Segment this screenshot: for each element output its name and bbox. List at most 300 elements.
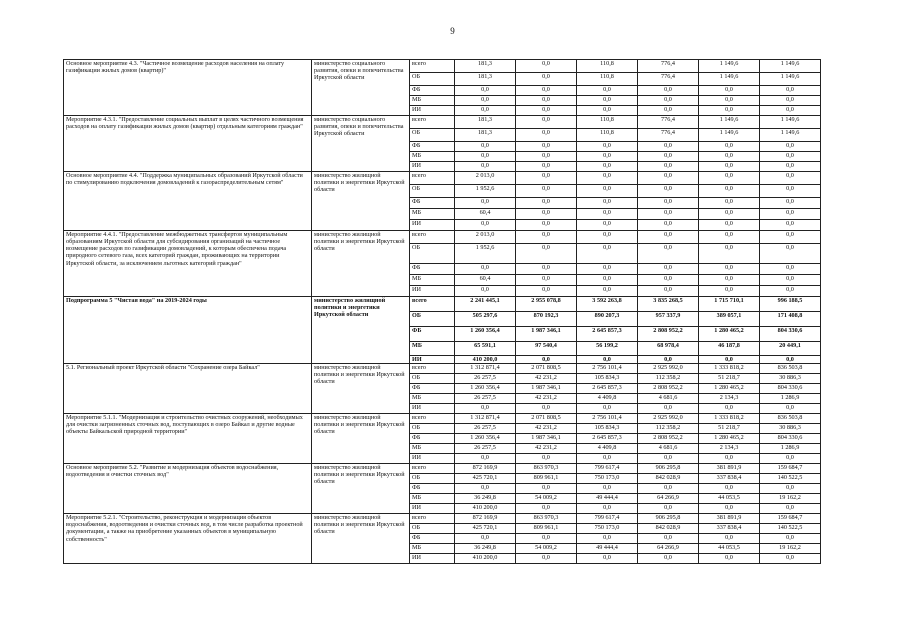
funding-source: МБ bbox=[410, 209, 455, 220]
amount-cell: 0,0 bbox=[577, 404, 638, 414]
funding-source: всего bbox=[410, 297, 455, 312]
amount-cell: 0,0 bbox=[760, 106, 821, 116]
amount-cell: 0,0 bbox=[760, 220, 821, 231]
amount-cell: 110,8 bbox=[577, 73, 638, 86]
amount-cell: 2 645 857,3 bbox=[577, 327, 638, 342]
amount-cell: 1 149,6 bbox=[699, 129, 760, 142]
amount-cell: 804 330,6 bbox=[760, 327, 821, 342]
amount-cell: 46 187,8 bbox=[699, 342, 760, 356]
amount-cell: 1 312 871,4 bbox=[455, 364, 516, 374]
amount-cell: 0,0 bbox=[516, 73, 577, 86]
amount-cell: 0,0 bbox=[577, 185, 638, 198]
amount-cell: 0,0 bbox=[516, 484, 577, 494]
funding-source: ИИ bbox=[410, 356, 455, 364]
amount-cell: 110,8 bbox=[577, 60, 638, 73]
responsible-executor: министерство жилищной политики и энергетики Иркутской области bbox=[312, 464, 410, 514]
amount-cell: 0,0 bbox=[638, 209, 699, 220]
amount-cell: 0,0 bbox=[455, 286, 516, 297]
amount-cell: 863 970,3 bbox=[516, 464, 577, 474]
amount-cell: 0,0 bbox=[638, 185, 699, 198]
amount-cell: 0,0 bbox=[455, 484, 516, 494]
amount-cell: 140 522,5 bbox=[760, 474, 821, 484]
amount-cell: 68 978,4 bbox=[638, 342, 699, 356]
amount-cell: 0,0 bbox=[455, 152, 516, 162]
amount-cell: 0,0 bbox=[516, 86, 577, 96]
amount-cell: 26 257,5 bbox=[455, 444, 516, 454]
funding-source: ИИ bbox=[410, 454, 455, 464]
funding-source: МБ bbox=[410, 152, 455, 162]
table-row bbox=[64, 172, 821, 185]
amount-cell: 56 199,2 bbox=[577, 342, 638, 356]
amount-cell: 0,0 bbox=[760, 185, 821, 198]
funding-source: всего bbox=[410, 364, 455, 374]
amount-cell: 0,0 bbox=[638, 244, 699, 264]
funding-source: ФБ bbox=[410, 142, 455, 152]
amount-cell: 0,0 bbox=[516, 356, 577, 364]
amount-cell: 0,0 bbox=[699, 106, 760, 116]
amount-cell: 51 218,7 bbox=[699, 374, 760, 384]
funding-source: ОБ bbox=[410, 312, 455, 327]
amount-cell: 2 645 857,3 bbox=[577, 434, 638, 444]
amount-cell: 0,0 bbox=[516, 209, 577, 220]
funding-source: ИИ bbox=[410, 286, 455, 297]
amount-cell: 0,0 bbox=[455, 86, 516, 96]
amount-cell: 0,0 bbox=[455, 264, 516, 275]
amount-cell: 4 681,6 bbox=[638, 444, 699, 454]
table-row bbox=[64, 464, 821, 474]
amount-cell: 0,0 bbox=[638, 264, 699, 275]
amount-cell: 4 409,8 bbox=[577, 394, 638, 404]
amount-cell: 0,0 bbox=[455, 454, 516, 464]
amount-cell: 842 028,9 bbox=[638, 524, 699, 534]
amount-cell: 0,0 bbox=[638, 275, 699, 286]
amount-cell: 836 503,8 bbox=[760, 364, 821, 374]
amount-cell: 381 891,9 bbox=[699, 464, 760, 474]
amount-cell: 906 295,8 bbox=[638, 514, 699, 524]
amount-cell: 410 200,0 bbox=[455, 356, 516, 364]
amount-cell: 0,0 bbox=[699, 275, 760, 286]
amount-cell: 776,4 bbox=[638, 73, 699, 86]
amount-cell: 0,0 bbox=[760, 484, 821, 494]
amount-cell: 1 260 356,4 bbox=[455, 384, 516, 394]
amount-cell: 171 408,8 bbox=[760, 312, 821, 327]
amount-cell: 0,0 bbox=[699, 152, 760, 162]
amount-cell: 0,0 bbox=[699, 484, 760, 494]
amount-cell: 799 617,4 bbox=[577, 464, 638, 474]
funding-source: МБ bbox=[410, 544, 455, 554]
amount-cell: 30 886,3 bbox=[760, 424, 821, 434]
amount-cell: 0,0 bbox=[577, 162, 638, 172]
amount-cell: 863 970,3 bbox=[516, 514, 577, 524]
amount-cell: 804 330,6 bbox=[760, 384, 821, 394]
amount-cell: 0,0 bbox=[638, 106, 699, 116]
amount-cell: 1 260 356,4 bbox=[455, 327, 516, 342]
amount-cell: 1 149,6 bbox=[760, 73, 821, 86]
amount-cell: 60,4 bbox=[455, 275, 516, 286]
amount-cell: 906 295,8 bbox=[638, 464, 699, 474]
amount-cell: 750 173,0 bbox=[577, 474, 638, 484]
funding-source: МБ bbox=[410, 494, 455, 504]
table-row bbox=[64, 364, 821, 374]
amount-cell: 0,0 bbox=[760, 172, 821, 185]
funding-source: всего bbox=[410, 464, 455, 474]
amount-cell: 26 257,5 bbox=[455, 394, 516, 404]
amount-cell: 776,4 bbox=[638, 129, 699, 142]
amount-cell: 0,0 bbox=[760, 142, 821, 152]
amount-cell: 0,0 bbox=[516, 96, 577, 106]
amount-cell: 0,0 bbox=[516, 244, 577, 264]
amount-cell: 49 444,4 bbox=[577, 494, 638, 504]
amount-cell: 0,0 bbox=[699, 264, 760, 275]
amount-cell: 890 207,3 bbox=[577, 312, 638, 327]
amount-cell: 0,0 bbox=[638, 220, 699, 231]
amount-cell: 0,0 bbox=[699, 286, 760, 297]
amount-cell: 0,0 bbox=[577, 504, 638, 514]
amount-cell: 0,0 bbox=[455, 142, 516, 152]
amount-cell: 3 835 268,5 bbox=[638, 297, 699, 312]
amount-cell: 957 337,9 bbox=[638, 312, 699, 327]
amount-cell: 19 162,2 bbox=[760, 494, 821, 504]
amount-cell: 26 257,5 bbox=[455, 424, 516, 434]
amount-cell: 0,0 bbox=[699, 356, 760, 364]
amount-cell: 2 756 101,4 bbox=[577, 414, 638, 424]
amount-cell: 0,0 bbox=[638, 152, 699, 162]
funding-source: ФБ bbox=[410, 264, 455, 275]
funding-source: ФБ bbox=[410, 484, 455, 494]
amount-cell: 54 009,2 bbox=[516, 494, 577, 504]
amount-cell: 0,0 bbox=[699, 162, 760, 172]
funding-source: ОБ bbox=[410, 374, 455, 384]
amount-cell: 0,0 bbox=[638, 504, 699, 514]
amount-cell: 0,0 bbox=[516, 534, 577, 544]
amount-cell: 1 286,9 bbox=[760, 394, 821, 404]
amount-cell: 0,0 bbox=[760, 356, 821, 364]
funding-source: МБ bbox=[410, 96, 455, 106]
amount-cell: 0,0 bbox=[699, 504, 760, 514]
amount-cell: 1 987 346,1 bbox=[516, 384, 577, 394]
amount-cell: 2 925 992,0 bbox=[638, 364, 699, 374]
amount-cell: 0,0 bbox=[455, 220, 516, 231]
amount-cell: 0,0 bbox=[699, 86, 760, 96]
table-row bbox=[64, 116, 821, 129]
funding-source: всего bbox=[410, 414, 455, 424]
amount-cell: 2 645 857,3 bbox=[577, 384, 638, 394]
table-row bbox=[64, 60, 821, 73]
amount-cell: 64 266,9 bbox=[638, 494, 699, 504]
amount-cell: 410 200,0 bbox=[455, 554, 516, 564]
amount-cell: 0,0 bbox=[699, 185, 760, 198]
amount-cell: 181,3 bbox=[455, 129, 516, 142]
funding-source: ФБ bbox=[410, 86, 455, 96]
amount-cell: 809 961,1 bbox=[516, 524, 577, 534]
amount-cell: 36 249,8 bbox=[455, 544, 516, 554]
amount-cell: 0,0 bbox=[699, 554, 760, 564]
responsible-executor: министерство жилищной политики и энергетики Иркутской области bbox=[312, 364, 410, 414]
amount-cell: 425 720,1 bbox=[455, 474, 516, 484]
amount-cell: 505 297,6 bbox=[455, 312, 516, 327]
amount-cell: 54 009,2 bbox=[516, 544, 577, 554]
amount-cell: 0,0 bbox=[577, 356, 638, 364]
amount-cell: 337 838,4 bbox=[699, 474, 760, 484]
amount-cell: 64 266,9 bbox=[638, 544, 699, 554]
table-row bbox=[64, 297, 821, 312]
funding-source: всего bbox=[410, 116, 455, 129]
funding-source: ИИ bbox=[410, 220, 455, 231]
funding-source: ИИ bbox=[410, 554, 455, 564]
activity-description: Мероприятие 4.4.1. "Предоставление межбюджетных трансфертов муниципальным образованиям Иркутской области для субсидирования организаций на частичное возмещение расходов по газификации домовладений, к которым обеспечена подача природного сетевого газа, всех категорий граждан, проживающих на территории Иркутской области, за исключением льготных категорий граждан" bbox=[64, 231, 312, 297]
amount-cell: 0,0 bbox=[760, 198, 821, 209]
amount-cell: 0,0 bbox=[699, 404, 760, 414]
amount-cell: 2 808 952,2 bbox=[638, 327, 699, 342]
amount-cell: 181,3 bbox=[455, 60, 516, 73]
amount-cell: 0,0 bbox=[516, 198, 577, 209]
amount-cell: 181,3 bbox=[455, 116, 516, 129]
amount-cell: 0,0 bbox=[638, 554, 699, 564]
amount-cell: 0,0 bbox=[699, 534, 760, 544]
amount-cell: 1 286,9 bbox=[760, 444, 821, 454]
amount-cell: 776,4 bbox=[638, 116, 699, 129]
amount-cell: 996 188,5 bbox=[760, 297, 821, 312]
amount-cell: 0,0 bbox=[455, 162, 516, 172]
amount-cell: 1 149,6 bbox=[699, 116, 760, 129]
amount-cell: 0,0 bbox=[699, 142, 760, 152]
amount-cell: 0,0 bbox=[516, 220, 577, 231]
amount-cell: 0,0 bbox=[760, 264, 821, 275]
amount-cell: 2 808 952,2 bbox=[638, 384, 699, 394]
amount-cell: 0,0 bbox=[516, 129, 577, 142]
amount-cell: 60,4 bbox=[455, 209, 516, 220]
amount-cell: 1 149,6 bbox=[699, 73, 760, 86]
amount-cell: 0,0 bbox=[577, 142, 638, 152]
amount-cell: 0,0 bbox=[577, 172, 638, 185]
amount-cell: 26 257,5 bbox=[455, 374, 516, 384]
amount-cell: 0,0 bbox=[516, 275, 577, 286]
amount-cell: 2 808 952,2 bbox=[638, 434, 699, 444]
responsible-executor: министерство социального развития, опеки и попечительства Иркутской области bbox=[312, 116, 410, 172]
amount-cell: 1 312 871,4 bbox=[455, 414, 516, 424]
amount-cell: 0,0 bbox=[638, 172, 699, 185]
amount-cell: 1 952,6 bbox=[455, 185, 516, 198]
amount-cell: 0,0 bbox=[516, 264, 577, 275]
funding-source: всего bbox=[410, 172, 455, 185]
activity-description: Основное мероприятие 4.4. "Поддержка муниципальных образований Иркутской области по стимулированию подключения домовладений к газораспределительным сетям" bbox=[64, 172, 312, 231]
amount-cell: 0,0 bbox=[699, 220, 760, 231]
funding-source: ОБ bbox=[410, 474, 455, 484]
responsible-executor: министерство жилищной политики и энергетики Иркутской области bbox=[312, 514, 410, 564]
amount-cell: 0,0 bbox=[760, 231, 821, 244]
amount-cell: 842 028,9 bbox=[638, 474, 699, 484]
funding-source: ОБ bbox=[410, 129, 455, 142]
activity-description: Мероприятие 5.2.1. "Строительство, реконструкция и модернизация объектов водоснабжения, водоотведения и очистки сточных вод, в том числе разработка проектной документации, а также на приобретение указанных объектов в муниципальную собственность" bbox=[64, 514, 312, 564]
amount-cell: 1 715 710,1 bbox=[699, 297, 760, 312]
amount-cell: 381 891,9 bbox=[699, 514, 760, 524]
amount-cell: 0,0 bbox=[577, 275, 638, 286]
amount-cell: 0,0 bbox=[516, 231, 577, 244]
amount-cell: 0,0 bbox=[455, 106, 516, 116]
funding-source: МБ bbox=[410, 275, 455, 286]
amount-cell: 809 961,1 bbox=[516, 474, 577, 484]
funding-source: МБ bbox=[410, 342, 455, 356]
funding-source: ФБ bbox=[410, 327, 455, 342]
amount-cell: 1 149,6 bbox=[760, 116, 821, 129]
amount-cell: 0,0 bbox=[455, 96, 516, 106]
amount-cell: 0,0 bbox=[638, 198, 699, 209]
amount-cell: 0,0 bbox=[516, 554, 577, 564]
amount-cell: 0,0 bbox=[577, 86, 638, 96]
amount-cell: 2 071 808,5 bbox=[516, 414, 577, 424]
amount-cell: 0,0 bbox=[699, 231, 760, 244]
amount-cell: 1 333 818,2 bbox=[699, 414, 760, 424]
amount-cell: 0,0 bbox=[577, 244, 638, 264]
amount-cell: 410 200,0 bbox=[455, 504, 516, 514]
amount-cell: 3 592 263,8 bbox=[577, 297, 638, 312]
amount-cell: 0,0 bbox=[760, 209, 821, 220]
amount-cell: 65 591,1 bbox=[455, 342, 516, 356]
amount-cell: 140 522,5 bbox=[760, 524, 821, 534]
table-row bbox=[64, 231, 821, 244]
funding-source: ФБ bbox=[410, 534, 455, 544]
amount-cell: 2 013,0 bbox=[455, 172, 516, 185]
funding-source: всего bbox=[410, 514, 455, 524]
amount-cell: 0,0 bbox=[760, 162, 821, 172]
amount-cell: 44 053,5 bbox=[699, 494, 760, 504]
amount-cell: 1 987 346,1 bbox=[516, 434, 577, 444]
amount-cell: 1 280 465,2 bbox=[699, 384, 760, 394]
amount-cell: 0,0 bbox=[638, 96, 699, 106]
amount-cell: 872 169,9 bbox=[455, 464, 516, 474]
amount-cell: 750 173,0 bbox=[577, 524, 638, 534]
responsible-executor: министерство жилищной политики и энергетики Иркутской области bbox=[312, 172, 410, 231]
amount-cell: 0,0 bbox=[577, 231, 638, 244]
amount-cell: 836 503,8 bbox=[760, 414, 821, 424]
amount-cell: 159 684,7 bbox=[760, 514, 821, 524]
amount-cell: 0,0 bbox=[516, 286, 577, 297]
amount-cell: 0,0 bbox=[455, 534, 516, 544]
funding-source: ОБ bbox=[410, 244, 455, 264]
amount-cell: 804 330,6 bbox=[760, 434, 821, 444]
funding-source: всего bbox=[410, 231, 455, 244]
amount-cell: 112 358,2 bbox=[638, 374, 699, 384]
amount-cell: 0,0 bbox=[760, 554, 821, 564]
amount-cell: 0,0 bbox=[760, 286, 821, 297]
amount-cell: 0,0 bbox=[455, 404, 516, 414]
amount-cell: 1 149,6 bbox=[760, 60, 821, 73]
amount-cell: 0,0 bbox=[577, 96, 638, 106]
amount-cell: 776,4 bbox=[638, 60, 699, 73]
funding-source: ОБ bbox=[410, 524, 455, 534]
amount-cell: 0,0 bbox=[516, 454, 577, 464]
amount-cell: 1 260 356,4 bbox=[455, 434, 516, 444]
responsible-executor: министерство жилищной политики и энергетики Иркутской области bbox=[312, 414, 410, 464]
funding-source: МБ bbox=[410, 394, 455, 404]
amount-cell: 42 231,2 bbox=[516, 424, 577, 434]
amount-cell: 1 987 346,1 bbox=[516, 327, 577, 342]
amount-cell: 0,0 bbox=[577, 286, 638, 297]
amount-cell: 19 162,2 bbox=[760, 544, 821, 554]
amount-cell: 0,0 bbox=[516, 116, 577, 129]
amount-cell: 1 149,6 bbox=[760, 129, 821, 142]
amount-cell: 110,8 bbox=[577, 129, 638, 142]
amount-cell: 870 192,3 bbox=[516, 312, 577, 327]
table-row bbox=[64, 414, 821, 424]
amount-cell: 159 684,7 bbox=[760, 464, 821, 474]
funding-source: ОБ bbox=[410, 185, 455, 198]
amount-cell: 181,3 bbox=[455, 73, 516, 86]
amount-cell: 0,0 bbox=[760, 86, 821, 96]
amount-cell: 0,0 bbox=[760, 534, 821, 544]
responsible-executor: министерство жилищной политики и энергетики Иркутской области bbox=[312, 297, 410, 364]
amount-cell: 1 952,6 bbox=[455, 244, 516, 264]
amount-cell: 0,0 bbox=[577, 106, 638, 116]
funding-source: ФБ bbox=[410, 434, 455, 444]
amount-cell: 0,0 bbox=[638, 454, 699, 464]
amount-cell: 44 053,5 bbox=[699, 544, 760, 554]
amount-cell: 0,0 bbox=[638, 162, 699, 172]
amount-cell: 1 280 465,2 bbox=[699, 327, 760, 342]
funding-source: ОБ bbox=[410, 424, 455, 434]
amount-cell: 0,0 bbox=[638, 534, 699, 544]
funding-source: ИИ bbox=[410, 504, 455, 514]
amount-cell: 337 838,4 bbox=[699, 524, 760, 534]
amount-cell: 0,0 bbox=[577, 484, 638, 494]
responsible-executor: министерство социального развития, опеки и попечительства Иркутской области bbox=[312, 60, 410, 116]
amount-cell: 105 834,3 bbox=[577, 424, 638, 434]
amount-cell: 20 449,1 bbox=[760, 342, 821, 356]
amount-cell: 0,0 bbox=[577, 264, 638, 275]
amount-cell: 425 720,1 bbox=[455, 524, 516, 534]
amount-cell: 42 231,2 bbox=[516, 374, 577, 384]
funding-source: МБ bbox=[410, 444, 455, 454]
amount-cell: 0,0 bbox=[760, 152, 821, 162]
amount-cell: 0,0 bbox=[516, 162, 577, 172]
amount-cell: 105 834,3 bbox=[577, 374, 638, 384]
amount-cell: 0,0 bbox=[760, 96, 821, 106]
amount-cell: 2 756 101,4 bbox=[577, 364, 638, 374]
amount-cell: 0,0 bbox=[638, 142, 699, 152]
activity-description: Подпрограмма 5 "Чистая вода" на 2019-2024 годы bbox=[64, 297, 312, 364]
amount-cell: 799 617,4 bbox=[577, 514, 638, 524]
amount-cell: 0,0 bbox=[699, 172, 760, 185]
amount-cell: 110,8 bbox=[577, 116, 638, 129]
amount-cell: 36 249,8 bbox=[455, 494, 516, 504]
activity-description: Основное мероприятие 5.2. "Развитие и модернизация объектов водоснабжения, водоотведения и очистки сточных вод" bbox=[64, 464, 312, 514]
activity-description: Мероприятие 5.1.1. "Модернизация и строительство очистных сооружений, необходимых для очистки загрязненных сточных вод, поступающих в озеро Байкал и другие водные объекты Байкальской природной территории" bbox=[64, 414, 312, 464]
amount-cell: 389 057,1 bbox=[699, 312, 760, 327]
funding-source: ФБ bbox=[410, 198, 455, 209]
amount-cell: 51 218,7 bbox=[699, 424, 760, 434]
funding-source: ОБ bbox=[410, 73, 455, 86]
amount-cell: 0,0 bbox=[760, 244, 821, 264]
responsible-executor: министерство жилищной политики и энергетики Иркутской области bbox=[312, 231, 410, 297]
amount-cell: 2 071 808,5 bbox=[516, 364, 577, 374]
page-number: 9 bbox=[450, 26, 455, 36]
funding-source: ИИ bbox=[410, 106, 455, 116]
amount-cell: 49 444,4 bbox=[577, 544, 638, 554]
amount-cell: 0,0 bbox=[638, 356, 699, 364]
amount-cell: 0,0 bbox=[699, 454, 760, 464]
amount-cell: 0,0 bbox=[516, 142, 577, 152]
amount-cell: 1 333 818,2 bbox=[699, 364, 760, 374]
amount-cell: 0,0 bbox=[760, 275, 821, 286]
funding-source: ФБ bbox=[410, 384, 455, 394]
amount-cell: 0,0 bbox=[699, 244, 760, 264]
amount-cell: 0,0 bbox=[638, 231, 699, 244]
amount-cell: 1 149,6 bbox=[699, 60, 760, 73]
amount-cell: 0,0 bbox=[516, 60, 577, 73]
amount-cell: 30 886,3 bbox=[760, 374, 821, 384]
funding-source: всего bbox=[410, 60, 455, 73]
amount-cell: 0,0 bbox=[577, 454, 638, 464]
